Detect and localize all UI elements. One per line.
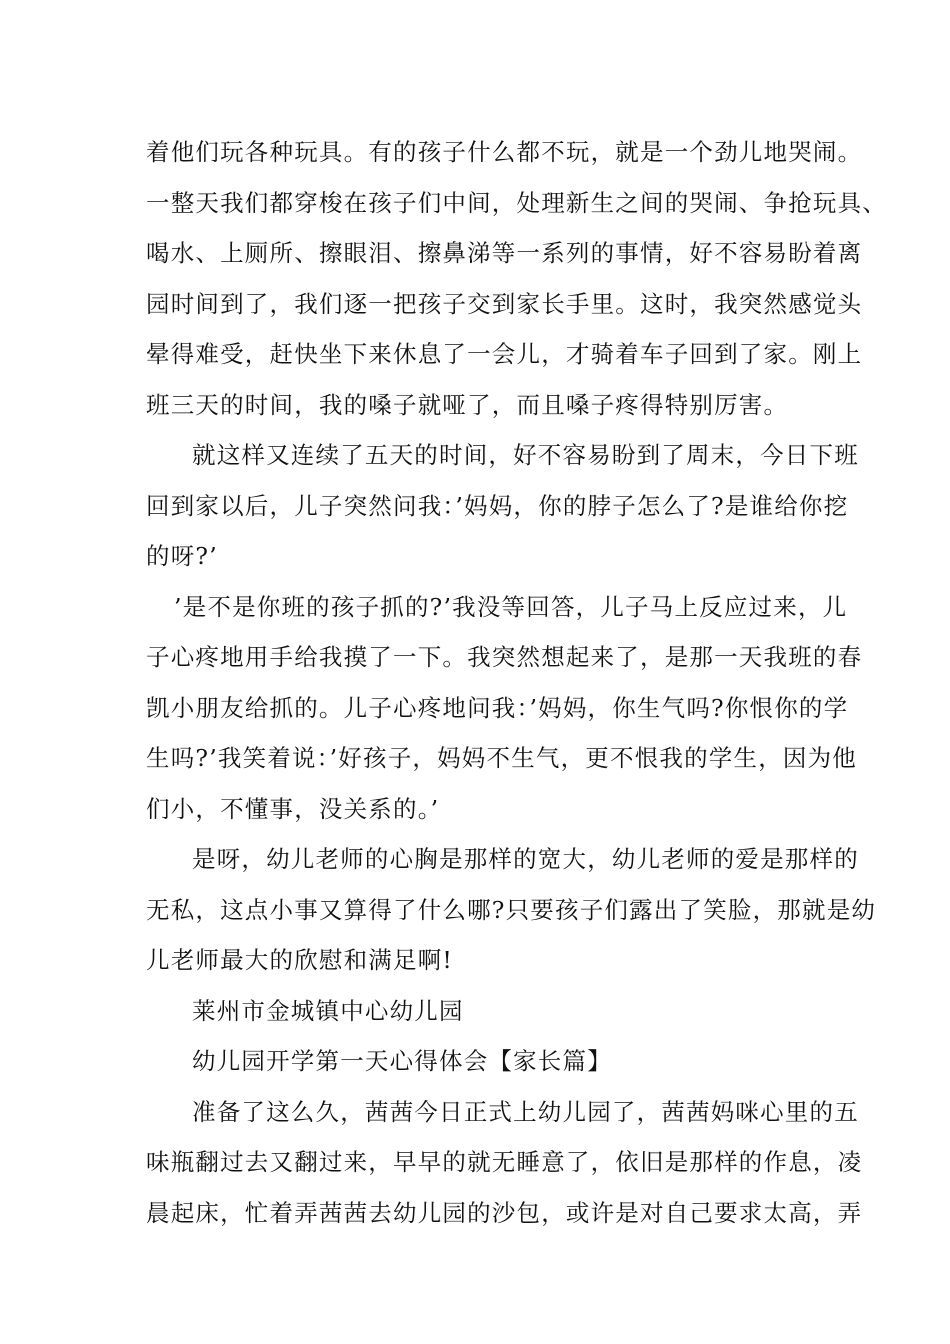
text-line: 喝水、上厕所、擦眼泪、擦鼻涕等一系列的事情，好不容易盼着离 xyxy=(146,239,863,267)
text-line: 儿老师最大的欣慰和满足啊! xyxy=(146,946,454,974)
paragraph-first-line: 准备了这么久，茜茜今日正式上幼儿园了，茜茜妈咪心里的五 xyxy=(192,1097,859,1126)
paragraph-first-line: ’是不是你班的孩子抓的?’我没等回答，儿子马上反应过来，儿 xyxy=(174,592,848,621)
text-line: 子心疼地用手给我摸了一下。我突然想起来了，是那一天我班的春 xyxy=(146,643,863,671)
paragraph-first-line: 就这样又连续了五天的时间，好不容易盼到了周末，今日下班 xyxy=(192,441,859,469)
document-body xyxy=(146,127,887,1238)
text-line: 一整天我们都穿梭在孩子们中间，处理新生之间的哭闹、争抢玩具、 xyxy=(146,188,887,217)
text-line: 味瓶翻过去又翻过来，早早的就无睡意了，依旧是那样的作息，凌 xyxy=(146,1148,863,1176)
text-line: 们小，不懂事，没关系的。’ xyxy=(146,794,440,823)
text-line: 无私，这点小事又算得了什么哪?只要孩子们露出了笑脸，那就是幼 xyxy=(146,895,877,924)
text-line: 园时间到了，我们逐一把孩子交到家长手里。这时，我突然感觉头 xyxy=(146,289,863,318)
text-line: 的呀?’ xyxy=(146,542,218,570)
text-line: 晕得难受，赶快坐下来休息了一会儿，才骑着车子回到了家。刚上 xyxy=(146,340,863,368)
text-line: 着他们玩各种玩具。有的孩子什么都不玩，就是一个劲儿地哭闹。 xyxy=(146,138,863,166)
text-line: 晨起床，忙着弄茜茜去幼儿园的沙包，或许是对自己要求太高，弄 xyxy=(146,1198,863,1227)
text-line: 回到家以后，儿子突然问我：’妈妈，你的脖子怎么了?是谁给你挖 xyxy=(146,491,849,520)
author-line: 莱州市金城镇中心幼儿园 xyxy=(192,996,464,1025)
paragraph-first-line: 是呀，幼儿老师的心胸是那样的宽大，幼儿老师的爱是那样的 xyxy=(192,845,859,873)
text-line: 生吗?’我笑着说：’好孩子，妈妈不生气，更不恨我的学生，因为他 xyxy=(146,744,857,772)
text-line: 凯小朋友给抓的。儿子心疼地问我：’妈妈，你生气吗?你恨你的学 xyxy=(146,693,849,722)
text-line: 班三天的时间，我的嗓子就哑了，而且嗓子疼得特别厉害。 xyxy=(146,390,789,419)
section-title: 幼儿园开学第一天心得体会【家长篇】 xyxy=(192,1047,612,1075)
